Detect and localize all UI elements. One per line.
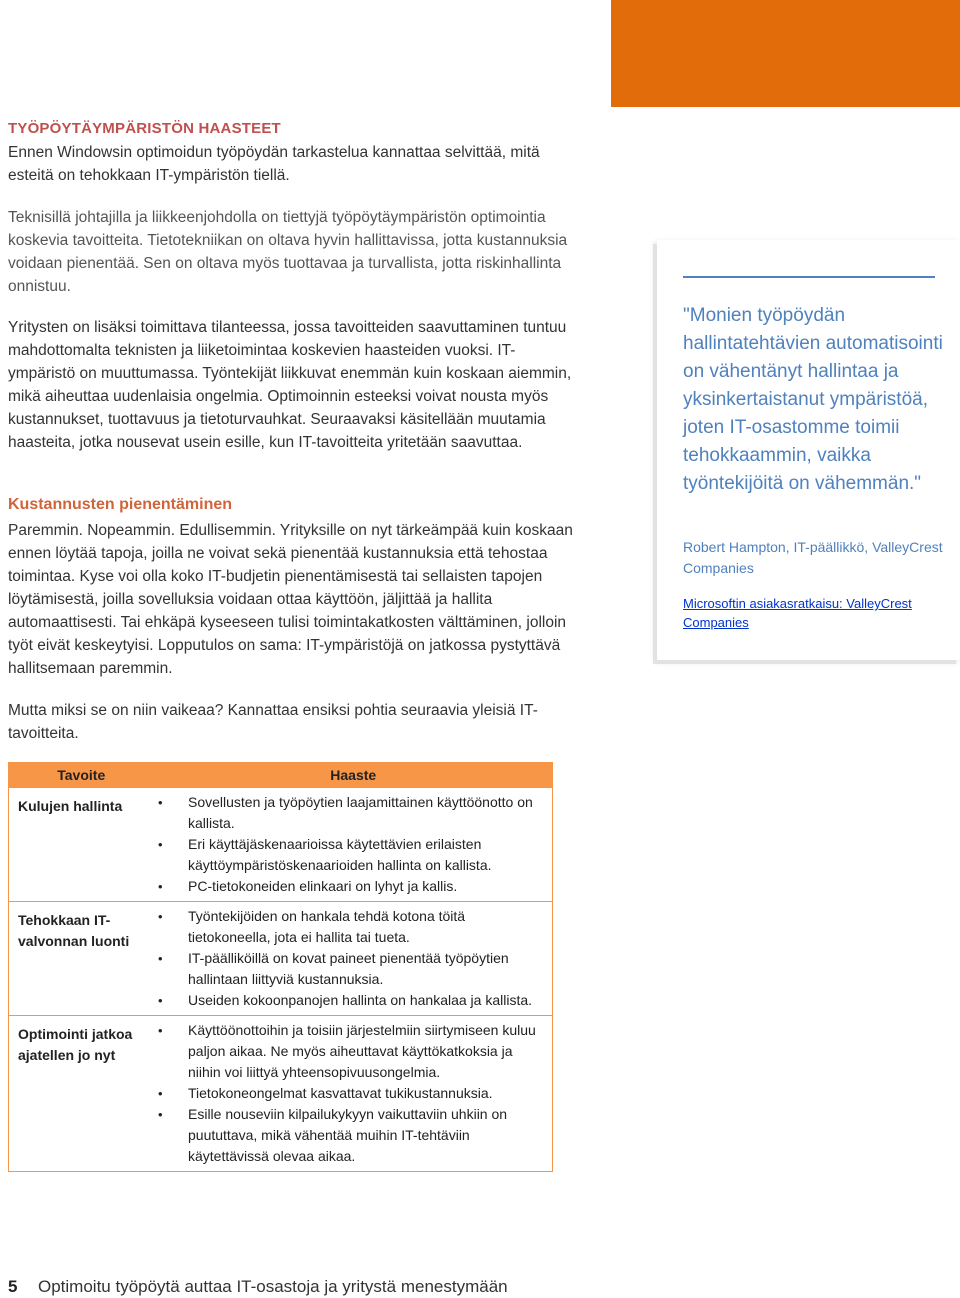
case-study-link[interactable]: Microsoftin asiakasratkaisu: ValleyCrest Companies <box>683 596 912 630</box>
column-header-challenge: Haaste <box>154 763 553 788</box>
table-row <box>9 788 553 902</box>
list-item: • Sovellusten ja työpöytien laajamittainen käyttöönotto on kallista. <box>188 792 548 834</box>
question-paragraph: Mutta miksi se on niin vaikeaa? Kannattaa ensiksi pohtia seuraavia yleisiä IT-tavoitteita. <box>8 702 538 742</box>
cost-paragraph: Paremmin. Nopeammin. Edullisemmin. Yrityksille on nyt tärkeämpää kuin koskaan ennen löytää tapoja, joilla ne voivat sekä pienentää kustannuksia että tehostaa toimintaa. Kyse voi olla koko IT-budjetin pienentämisestä tai sellaisten tapojen löytämisestä, joilla sovelluksia voidaan ottaa käyttöön, jäljittää ja hallita automaattisesti. Tai ehkäpä kyseeseen tulisi toimintakatkosten välttäminen, jolloin työt eivät keskeytyisi. Lopputulos on sama: IT-ympäristöjä on jatkossa pystyttävä hallitsemaan paremmin. <box>8 522 573 677</box>
cost-subheading: Kustannusten pienentäminen <box>8 496 233 513</box>
goal-cell: Kulujen hallinta <box>9 788 155 902</box>
column-header-goal: Tavoite <box>9 763 155 788</box>
page-number: 5 <box>8 1277 18 1296</box>
challenge-cell <box>154 902 553 1016</box>
list-item: • IT-päälliköillä on kovat paineet pienentää työpöytien hallintaan liittyviä kustannuksia. <box>188 948 548 990</box>
list-item: • Tietokoneongelmat kasvattavat tukikustannuksia. <box>188 1083 548 1104</box>
challenge-cell <box>154 788 553 902</box>
list-item: • Esille nouseviin kilpailukykyyn vaikuttaviin uhkiin on puututtava, mikä vähentää muihin IT-tehtäviin käytettävissä olevaa aikaa. <box>188 1104 548 1167</box>
section-heading: TYÖPÖYTÄYMPÄRISTÖN HAASTEET <box>8 120 281 137</box>
goals-paragraph: Teknisillä johtajilla ja liikkeenjohdolla on tiettyjä työpöytäympäristön optimointia koskevia tavoitteita. Tietotekniikan on oltava hyvin hallittavissa, jotta kustannuksia voidaan pienentää. Sen on oltava myös tuottavaa ja turvallista, jotta riskinhallinta onnistuu. <box>8 209 568 295</box>
quote-author: Robert Hampton, IT-päällikkö, ValleyCrest Companies <box>683 539 943 576</box>
quote-text: "Monien työpöydän hallintatehtävien automatisointi on vähentänyt hallintaa ja yksinkertaistanut ympäristöä, joten IT-osastomme toimii tehokkaammin, vaikka työntekijöitä on vähemmän." <box>683 305 943 494</box>
table-row <box>9 1016 553 1172</box>
challenge-list <box>154 1020 548 1167</box>
challenge-cell <box>154 1016 553 1172</box>
list-item: • Käyttöönottoihin ja toisiin järjestelmiin siirtymiseen kuluu paljon aikaa. Ne myös aiheuttavat käyttökatkoksia ja niihin voi liittyä yhteensopivuusongelmia. <box>188 1020 548 1083</box>
challenge-list <box>154 906 548 1011</box>
table-row <box>9 902 553 1016</box>
challenge-list <box>154 792 548 897</box>
list-item: • Työntekijöiden on hankala tehdä kotona töitä tietokoneella, jota ei hallita tai tueta. <box>188 906 548 948</box>
goal-cell: Tehokkaan IT-valvonnan luonti <box>9 902 155 1016</box>
challenges-paragraph: Yritysten on lisäksi toimittava tilanteessa, jossa tavoitteiden saavuttaminen tuntuu mahdottomalta teknisten ja liiketoimintaa koskevien haasteiden vuoksi. IT-ympäristö on muuttumassa. Työntekijät liikkuvat enemmän kuin koskaan aiemmin, mikä aiheuttaa uudenlaisia ongelmia. Optimoinnin esteeksi voivat nousta myös kustannukset, tuottavuus ja tietoturvauhkat. Seuraavaksi käsitellään muutamia haasteita, jotka nousevat usein esille, kun IT-tavoitteita yritetään saavuttaa. <box>8 319 572 451</box>
list-item: • Useiden kokoonpanojen hallinta on hankalaa ja kallista. <box>188 990 548 1011</box>
footer-title: Optimoitu työpöytä auttaa IT-osastoja ja yritystä menestymään <box>38 1277 508 1296</box>
header-accent-bar <box>611 0 960 107</box>
goal-cell: Optimointi jatkoa ajatellen jo nyt <box>9 1016 155 1172</box>
list-item: • Eri käyttäjäskenaarioissa käytettävien erilaisten käyttöympäristöskenaarioiden hallinta on kallista. <box>188 834 548 876</box>
intro-paragraph: Ennen Windowsin optimoidun työpöydän tarkastelua kannattaa selvittää, mitä esteitä on tehokkaan IT-ympäristön tiellä. <box>8 144 540 184</box>
table-header-row <box>9 763 553 788</box>
goals-challenges-table <box>8 762 553 1172</box>
quote-divider <box>683 276 935 278</box>
list-item: • PC-tietokoneiden elinkaari on lyhyt ja kallis. <box>188 876 548 897</box>
customer-quote-box <box>657 240 960 660</box>
